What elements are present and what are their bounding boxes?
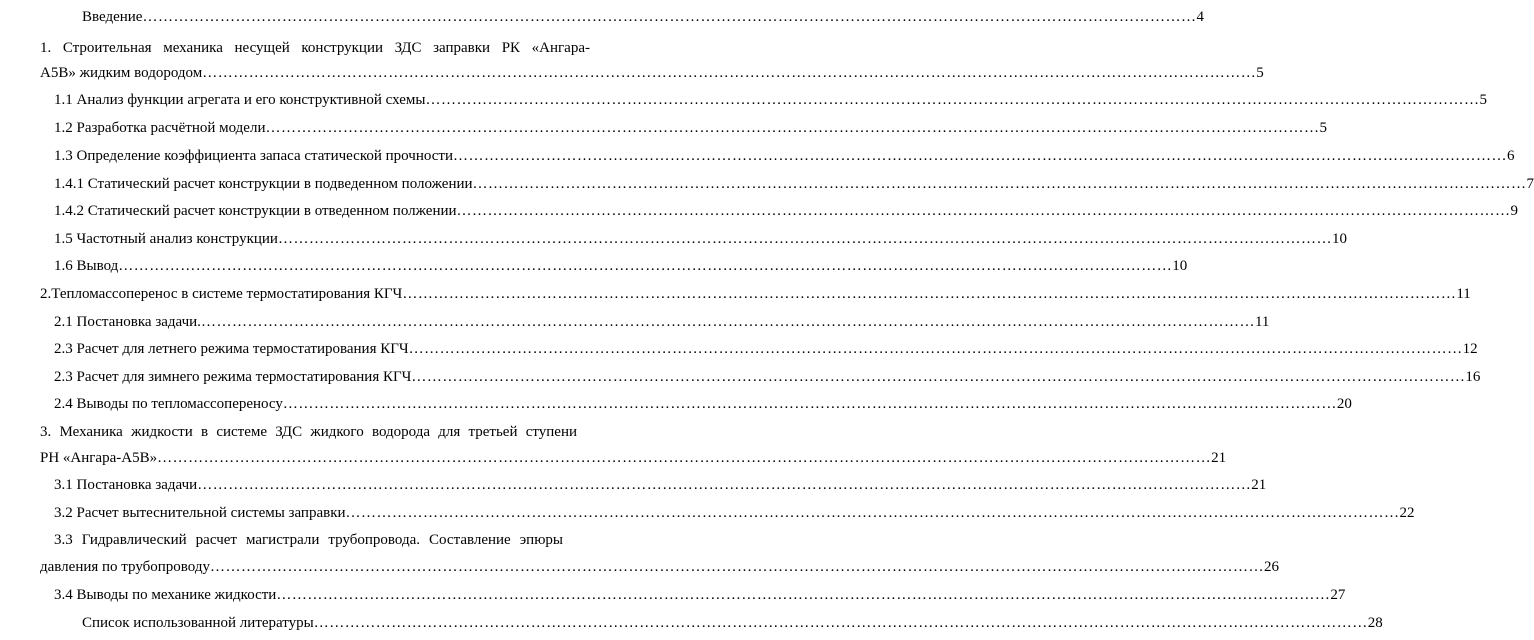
toc-label: 1.1 Анализ функции агрегата и его конструктивной схемы bbox=[54, 92, 426, 108]
toc-label: 2.3 Расчет для летнего режима термостатирования КГЧ bbox=[54, 341, 409, 357]
toc-entry-2-3-winter[interactable] bbox=[54, 368, 1481, 386]
leader-dots bbox=[409, 340, 1463, 358]
toc-page: 20 bbox=[1336, 396, 1352, 412]
leader-dots bbox=[346, 504, 1400, 522]
toc-label: 1.4.2 Статический расчет конструкции в отведенном полжении bbox=[54, 203, 457, 219]
toc-label: 1.6 Вывод bbox=[54, 258, 119, 274]
leader-dots bbox=[402, 285, 1456, 303]
toc-page: 21 bbox=[1251, 477, 1267, 493]
leader-dots bbox=[157, 449, 1211, 467]
toc-entry-1-1[interactable] bbox=[54, 91, 1487, 109]
toc-entry-intro[interactable] bbox=[82, 8, 1204, 26]
leader-dots bbox=[314, 614, 1368, 632]
toc-label: 1.2 Разработка расчётной модели bbox=[54, 120, 266, 136]
leader-dots bbox=[473, 175, 1527, 193]
toc-label: 2.4 Выводы по тепломассопереносу bbox=[54, 396, 283, 412]
toc-page: 11 bbox=[1456, 286, 1471, 302]
toc-page: 7 bbox=[1526, 176, 1534, 192]
toc-label: 2.Тепломассоперенос в системе термостатирования КГЧ bbox=[40, 286, 403, 302]
toc-entry-1-6[interactable] bbox=[54, 257, 1188, 275]
leader-dots bbox=[276, 586, 1330, 604]
toc-page: 4 bbox=[1196, 9, 1204, 25]
toc-entry-1-2[interactable] bbox=[54, 119, 1327, 137]
toc-page: 28 bbox=[1367, 615, 1383, 631]
toc-entry-2-4[interactable] bbox=[54, 395, 1352, 413]
toc-label: 1.4.1 Статический расчет конструкции в подведенном положении bbox=[54, 176, 473, 192]
toc-page: 9 bbox=[1510, 203, 1519, 219]
toc-label: 1.5 Частотный анализ конструкции bbox=[54, 231, 278, 247]
toc-entry-s3-line1[interactable]: 3. Механика жидкости в системе ЗДС жидкого водорода для третьей ступени bbox=[40, 424, 577, 440]
toc-entry-3-4[interactable] bbox=[54, 586, 1346, 604]
toc-label: 2.1 Постановка задачи. bbox=[54, 314, 201, 330]
toc-entry-s1[interactable] bbox=[40, 64, 1264, 82]
toc-entry-1-3[interactable] bbox=[54, 147, 1515, 165]
toc-label: 1.3 Определение коэффициента запаса статической прочности bbox=[54, 148, 453, 164]
leader-dots bbox=[197, 476, 1251, 494]
toc-entry-references[interactable] bbox=[82, 614, 1383, 632]
toc-page: 21 bbox=[1211, 450, 1227, 466]
toc-page: 6 bbox=[1506, 148, 1515, 164]
toc-entry-3-1[interactable] bbox=[54, 476, 1267, 494]
toc-entry-s2[interactable] bbox=[40, 285, 1471, 303]
toc-entry-2-3-summer[interactable] bbox=[54, 340, 1478, 358]
toc-entry-1-5[interactable] bbox=[54, 230, 1347, 248]
toc-page: 5 bbox=[1479, 92, 1487, 108]
leader-dots bbox=[283, 395, 1337, 413]
leader-dots bbox=[278, 230, 1332, 248]
toc-label: Введение bbox=[82, 9, 143, 25]
toc-label: 3.1 Постановка задачи bbox=[54, 477, 198, 493]
leader-dots bbox=[118, 257, 1172, 275]
leader-dots bbox=[210, 558, 1264, 576]
leader-dots bbox=[457, 202, 1511, 220]
toc-entry-s3-3-line1[interactable]: 3.3 Гидравлический расчет магистрали трубопровода. Составление эпюры bbox=[54, 532, 563, 548]
leader-dots bbox=[201, 313, 1255, 331]
toc-page: 5 bbox=[1319, 120, 1327, 136]
toc-label: давления по трубопроводу bbox=[40, 559, 210, 575]
toc-entry-s1-line1[interactable]: 1. Строительная механика несущей конструкции ЗДС заправки РК «Ангара- bbox=[40, 40, 590, 56]
toc-page: 12 bbox=[1462, 341, 1478, 357]
toc-page: 5 bbox=[1256, 65, 1264, 81]
toc-entry-2-1[interactable] bbox=[54, 313, 1270, 331]
toc-page: 26 bbox=[1263, 559, 1279, 575]
leader-dots bbox=[265, 119, 1319, 137]
toc-page: 10 bbox=[1172, 258, 1188, 274]
toc-label: РН «Ангара-А5В» bbox=[40, 450, 158, 466]
toc-page: 16 bbox=[1465, 369, 1481, 385]
leader-dots bbox=[202, 64, 1256, 82]
toc-label: 3.2 Расчет вытеснительной системы заправки bbox=[54, 505, 346, 521]
leader-dots bbox=[411, 368, 1465, 386]
leader-dots bbox=[453, 147, 1507, 165]
leader-dots bbox=[425, 91, 1479, 109]
leader-dots bbox=[142, 8, 1196, 26]
toc-entry-1-4-2[interactable] bbox=[54, 202, 1519, 220]
toc-entry-1-4-1[interactable] bbox=[54, 175, 1534, 193]
toc-entry-3-3[interactable] bbox=[40, 558, 1279, 576]
toc-page: 10 bbox=[1331, 231, 1347, 247]
toc-page: 22 bbox=[1399, 505, 1415, 521]
toc-page: 27 bbox=[1330, 587, 1346, 603]
toc-label: Список использованной литературы bbox=[82, 615, 314, 631]
toc-label: 3.4 Выводы по механике жидкости bbox=[54, 587, 277, 603]
toc-entry-3-2[interactable] bbox=[54, 504, 1415, 522]
toc-entry-s3[interactable] bbox=[40, 449, 1227, 467]
toc-label: 2.3 Расчет для зимнего режима термостатирования КГЧ bbox=[54, 369, 412, 385]
toc-page: 11 bbox=[1254, 314, 1270, 330]
toc-label: А5В» жидким водородом bbox=[40, 65, 203, 81]
